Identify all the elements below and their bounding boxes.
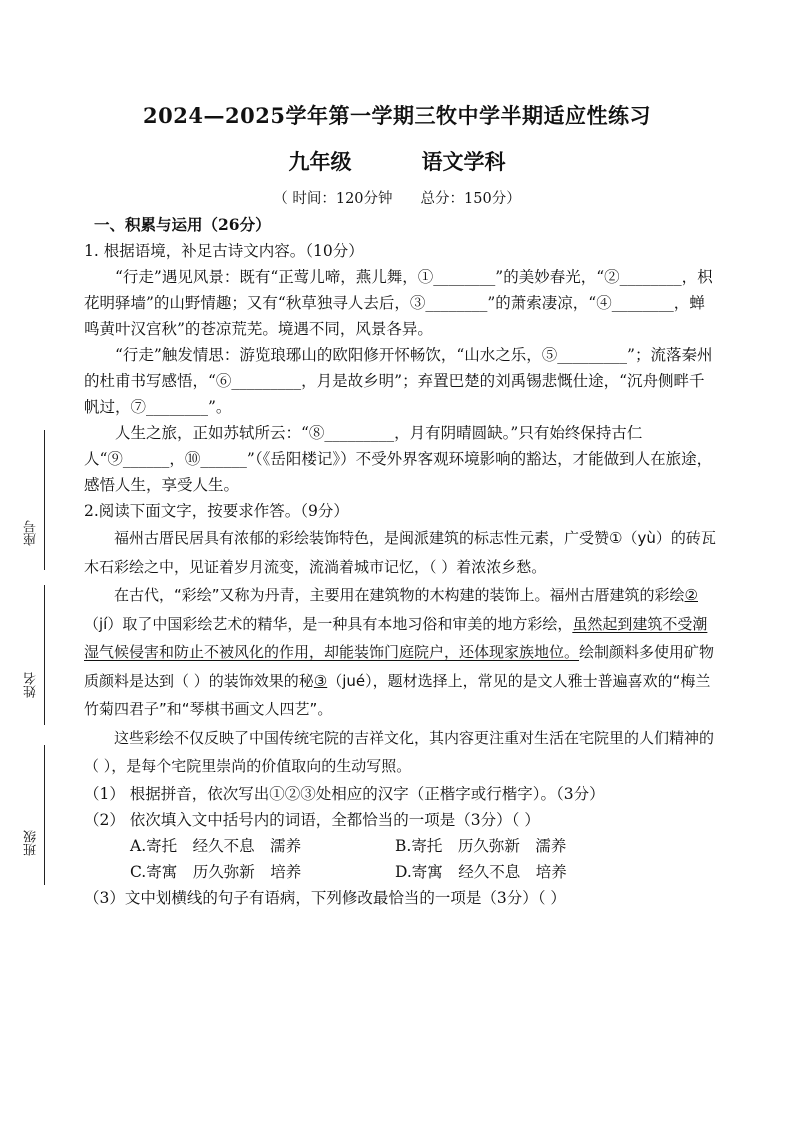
seat-label: 座号 [24, 520, 39, 546]
class-line [44, 745, 45, 885]
option-a: A.寄托 经久不息 濡养 [130, 836, 302, 855]
options-row-1 [84, 833, 720, 859]
q2-sub2: （2） 依次填入文中括号内的词语，全都恰当的一项是（3分）（ ） [84, 810, 540, 829]
q1-para3: 人生之旅，正如苏轼所云：“⑧_________，月有阴晴圆缺。”只有始终保持古仁人“⑨______，⑩______”（《岳阳楼记》）不受外界客观环境影响的豁达，才能做到人在旅途，感悟人生，享受人生。 [84, 424, 713, 494]
q2-sub1: （1） 根据拼音，依次写出①②③处相应的汉字（正楷字或行楷字）。（3分） [84, 784, 605, 803]
q2-para2: 在古代，“彩绘”又称为丹青，主要用在建筑物的木构建的装饰上。福州古厝建筑的彩绘②（jí）取了中国彩绘艺术的精华，是一种具有本地习俗和审美的地方彩绘，虽然起到建筑不受潮湿气候侵害和防止不被风化的作用，却能装饰门庭院户，还体现家族地位。绘制颜料多使用矿物质颜料是达到（ ）的装饰效果的秘③（jué），题材选择上，常见的是文人雅士普遍喜欢的“梅兰竹菊四君子”和“琴棋书画文人四艺”。 [84, 586, 715, 718]
options-row-2 [84, 859, 720, 885]
subject-label: 语文学科 [421, 149, 506, 174]
blank-2: ② [684, 586, 698, 604]
name-label: 姓名 [24, 672, 39, 698]
option-d: D.寄寓 经久不息 培养 [395, 862, 567, 881]
name-line [44, 585, 45, 725]
grade-label: 九年级 [288, 149, 352, 174]
exam-content [84, 212, 720, 911]
seat-line [44, 430, 45, 570]
q1-para1: “行走”遇见风景：既有“正莺儿啼，燕儿舞，①________”的美妙春光，“②________，枳花明驿墙”的山野情趣；又有“秋草独寻人去后，③________”的萧索凄凉，“④________，蝉鸣黄叶汉宫秋”的苍凉荒芜。境遇不同，风景各异。 [84, 268, 713, 338]
q1-stem: 1. 根据语境，补足古诗文内容。（10分） [84, 242, 364, 260]
q2-para1: 福州古厝民居具有浓郁的彩绘装饰特色，是闽派建筑的标志性元素，广受赞①（yù）的砖瓦木石彩绘之中，见证着岁月流变，流淌着城市记忆，（ ）着浓浓乡愁。 [84, 529, 716, 576]
exam-time-info [0, 187, 794, 208]
class-label: 班级 [24, 830, 39, 856]
option-b: B.寄托 历久弥新 濡养 [395, 836, 567, 855]
q1-para2: “行走”触发情思：游览琅琊山的欧阳修开怀畅饮，“山水之乐，⑤_________”；流落秦州的杜甫书写感悟，“⑥_________，月是故乡明”；弃置巴楚的刘禹锡悲慨仕途，“沉舟侧畔千帆过，⑦________”。 [84, 346, 713, 416]
exam-subtitle [0, 146, 794, 176]
option-c: C.寄寓 历久弥新 培养 [130, 862, 302, 881]
total-score: 总分：150分） [420, 191, 521, 207]
q2-para3: 这些彩绘不仅反映了中国传统宅院的吉祥文化，其内容更注重对生活在宅院里的人们精神的（ ），是每个宅院里崇尚的价值取向的生动写照。 [84, 728, 715, 775]
exam-title: 2024—2025学年第一学期三牧中学半期适应性练习 [143, 103, 651, 128]
underlined-sentence: 虽然起到建筑不受潮湿气候侵害和防止不被风化的作用，却能装饰门庭院户，还体现家族地位。 [84, 614, 708, 661]
q2-passage [84, 524, 720, 781]
blank-3: ③ [313, 671, 328, 690]
q2-stem: 2.阅读下面文字，按要求作答。（9分） [84, 502, 349, 520]
q2-sub3: （3）文中划横线的句子有语病，下列修改最恰当的一项是（3分）（ ） [84, 888, 566, 907]
section-heading: 一、积累与运用（26分） [94, 215, 271, 234]
time-limit: （ 时间：120分钟 [273, 191, 393, 207]
